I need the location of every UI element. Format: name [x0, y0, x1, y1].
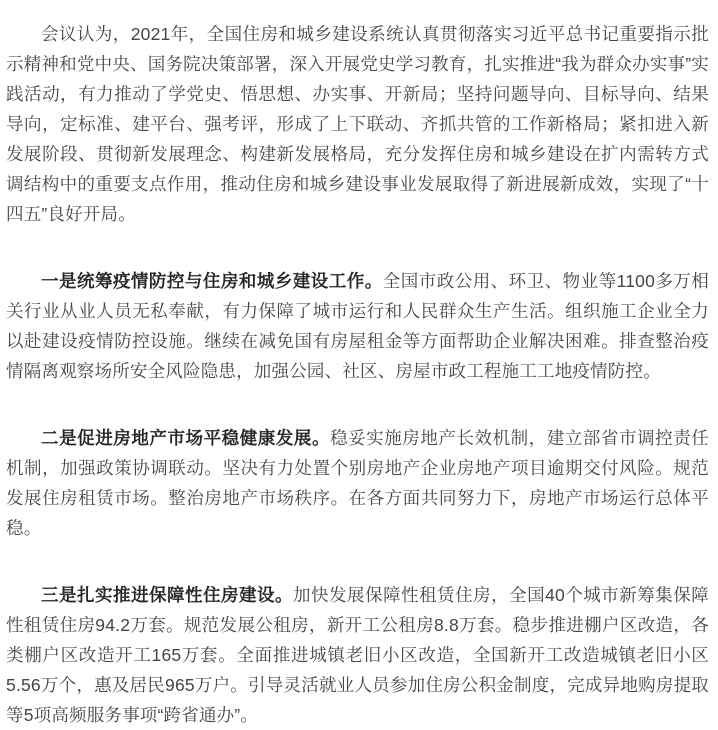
- paragraph-point-3: [6, 580, 709, 730]
- paragraph-lead: 一是统筹疫情防控与住房和城乡建设工作。: [41, 271, 383, 291]
- paragraph-lead: 三是扎实推进保障性住房建设。: [41, 585, 294, 605]
- paragraph-text: 稳妥实施房地产长效机制，建立部省市调控责任机制，加强政策协调联动。坚决有力处置个别房地产企业房地产项目逾期交付风险。规范发展住房租赁市场。整治房地产市场秩序。在各方面共同努力下，房地产市场运行总体平稳。: [6, 428, 710, 538]
- paragraph-point-1: [6, 266, 709, 386]
- paragraph-point-2: [6, 423, 709, 543]
- paragraph-lead: 二是促进房地产市场平稳健康发展。: [41, 428, 331, 448]
- paragraph-text: 加快发展保障性租赁住房，全国40个城市新筹集保障性租赁住房94.2万套。规范发展公租房，新开工公租房8.8万套。稳步推进棚户区改造，各类棚户区改造开工165万套。全面推进城镇老旧小区改造，全国新开工改造城镇老旧小区5.56万个，惠及居民965万户。引导灵活就业人员参加住房公积金制度，完成异地购房提取等5项高频服务事项“跨省通办”。: [6, 585, 709, 725]
- paragraph-text: 全国市政公用、环卫、物业等1100多万相关行业从业人员无私奉献，有力保障了城市运行和人民群众生产生活。组织施工企业全力以赴建设疫情防控设施。继续在减免国有房屋租金等方面帮助企业解决困难。排查整治疫情隔离观察场所安全风险隐患，加强公园、社区、房屋市政工程施工工地疫情防控。: [6, 271, 709, 381]
- paragraph-overview: [6, 19, 709, 229]
- paragraph-text: 会议认为，2021年，全国住房和城乡建设系统认真贯彻落实习近平总书记重要指示批示精神和党中央、国务院决策部署，深入开展党史学习教育，扎实推进“我为群众办实事”实践活动，有力推动了学党史、悟思想、办实事、开新局；坚持问题导向、目标导向、结果导向，定标准、建平台、强考评，形成了上下联动、齐抓共管的工作新格局；紧扣进入新发展阶段、贯彻新发展理念、构建新发展格局，充分发挥住房和城乡建设在扩内需转方式调结构中的重要支点作用，推动住房和城乡建设事业发展取得了新进展新成效，实现了“十四五”良好开局。: [6, 24, 709, 224]
